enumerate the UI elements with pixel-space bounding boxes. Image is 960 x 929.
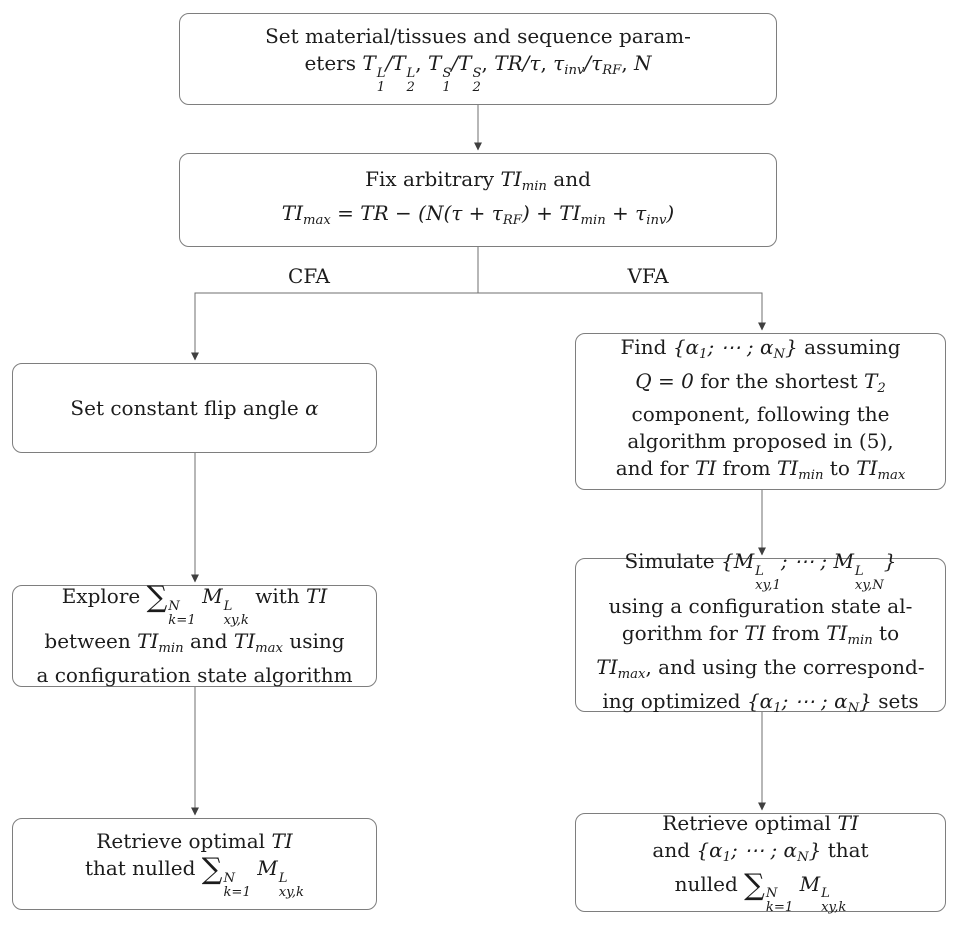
box-vfa-retrieve-ti-angles: Retrieve optimal TI and {$\alpha_1$; ⋯ ; $\alpha_N$} that nulled ∑ N k=1 M L xy,k <box>575 813 946 912</box>
box-vfa-simulate: Simulate {M L xy,1 ; ⋯ ; M L xy,N } using a configuration state al- gorithm for TI from $TI_{min}$ to $TI_{max}$, and using the correspond- ing optimized {$\alpha_1$; ⋯ ; $\alpha_N$} sets <box>575 558 946 712</box>
box-vfa-find-angles: Find {$\alpha_1$; ⋯ ; $\alpha_N$} assuming Q = 0 for the shortest $T_2$ component, following the algorithm proposed in (5), and for TI from $TI_{min}$ to $TI_{max}$ <box>575 333 946 490</box>
box-set-parameters: Set material/tissues and sequence param- eters T L 1 /T L 2 , T S 1 /T S 2 , TR/τ, $\tau_{inv}/\tau_{RF}$, N <box>179 13 777 105</box>
branch-label-cfa: CFA <box>284 264 334 288</box>
box-cfa-set-flip-angle: Set constant flip angle α <box>12 363 377 453</box>
box-fix-ti-range: Fix arbitrary $TI_{min}$ and $TI_{max}$ = TR − $(N(\tau + \tau_{RF}) + TI_{min} + \tau_{inv})$ <box>179 153 777 247</box>
box-cfa-explore-sum: Explore ∑ N k=1 M L xy,k with TI between $TI_{min}$ and $TI_{max}$ using a configuration state algorithm <box>12 585 377 687</box>
branch-label-vfa: VFA <box>623 264 672 288</box>
box-cfa-retrieve-ti: Retrieve optimal TI that nulled ∑ N k=1 M L xy,k <box>12 818 377 910</box>
